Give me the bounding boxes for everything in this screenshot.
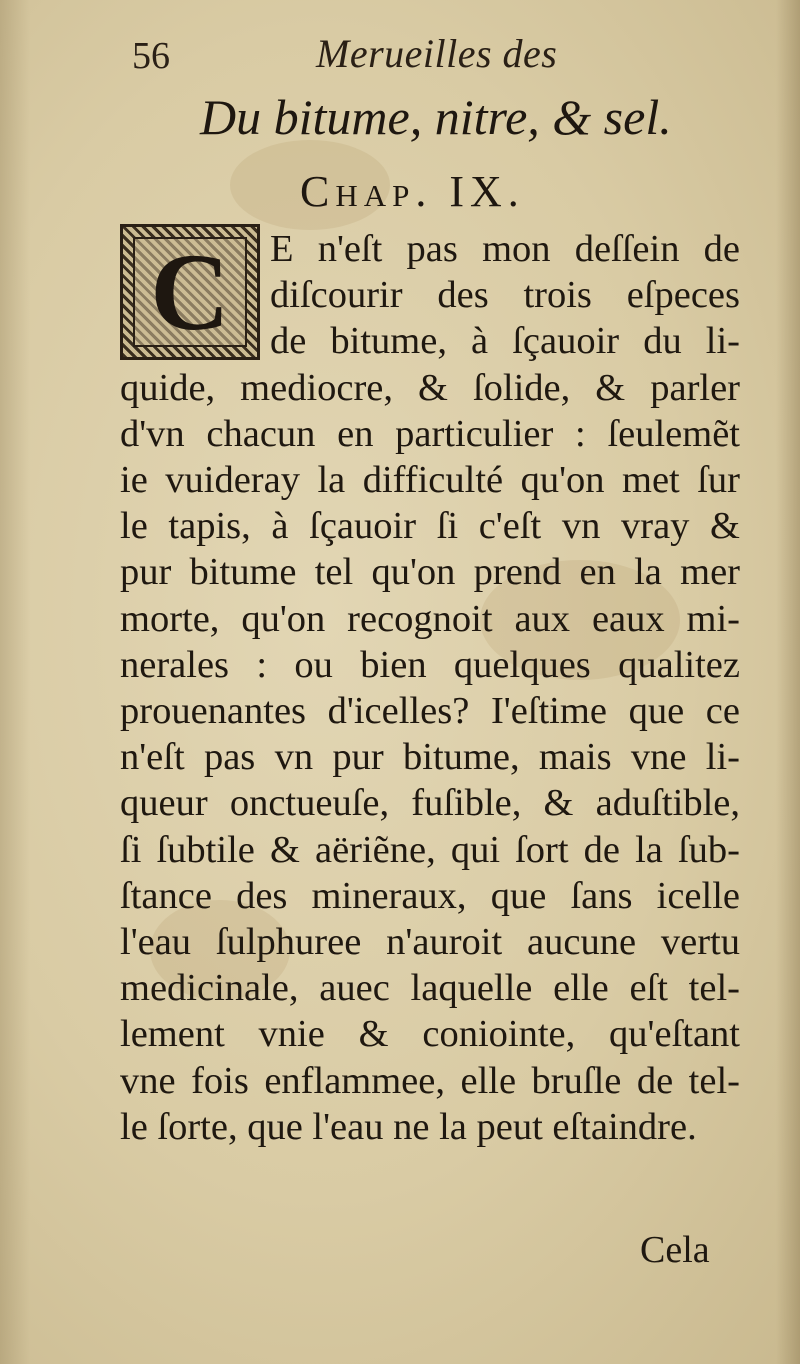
text-line: le ſorte, que l'eau ne la peut eſtaindre. bbox=[120, 1105, 697, 1148]
text-line: quide, mediocre, & ſolide, & parler bbox=[120, 366, 740, 409]
text-line: queur onctueuſe, fuſible, & aduſtible, bbox=[120, 782, 740, 825]
text-line: ie vuideray la difficulté qu'on met ſur bbox=[120, 459, 740, 502]
text-line: l'eau ſulphuree n'auroit aucune vertu bbox=[120, 921, 740, 964]
text-line: E n'eſt pas mon deſſein de bbox=[270, 228, 740, 270]
text-line: ſi ſubtile & aëriẽne, qui ſort de la ſub- bbox=[120, 828, 740, 871]
text-line: morte, qu'on recognoit aux eaux mi- bbox=[120, 597, 740, 640]
page-number: 56 bbox=[132, 35, 170, 77]
text-line: vne fois enflammee, elle bruſle de tel- bbox=[120, 1059, 740, 1102]
text-line: de bitume, à ſçauoir du li- bbox=[270, 320, 740, 363]
text-line: d'vn chacun en particulier : ſeulemẽt bbox=[120, 412, 740, 455]
text-line: nerales : ou bien quelques qualitez bbox=[120, 643, 740, 686]
text-line: prouenantes d'icelles? I'eſtime que ce bbox=[120, 690, 740, 733]
section-title: Du bitume, nitre, & sel. bbox=[200, 89, 672, 145]
text-line: diſcourir des trois eſpeces bbox=[270, 274, 740, 317]
text-line: n'eſt pas vn pur bitume, mais vne li- bbox=[120, 736, 740, 779]
chapter-body-text bbox=[120, 226, 740, 1150]
running-head: Merueilles des bbox=[316, 31, 558, 76]
text-line: pur bitume tel qu'on prend en la mer bbox=[120, 551, 740, 594]
chapter-heading: Chap. IX. bbox=[300, 167, 525, 216]
catchword: Cela bbox=[640, 1229, 710, 1271]
text-line: medicinale, auec laquelle elle eſt tel- bbox=[120, 967, 740, 1010]
page-header bbox=[120, 26, 720, 82]
text-line: le tapis, à ſçauoir ſi c'eſt vn vray & bbox=[120, 505, 740, 548]
text-line: lement vnie & coniointe, qu'eſtant bbox=[120, 1013, 740, 1056]
drop-cap-letter: C bbox=[133, 237, 247, 347]
text-line: ſtance des mineraux, que ſans icelle bbox=[120, 874, 740, 917]
page-left-shadow bbox=[0, 0, 30, 1364]
page-right-shadow bbox=[776, 0, 800, 1364]
